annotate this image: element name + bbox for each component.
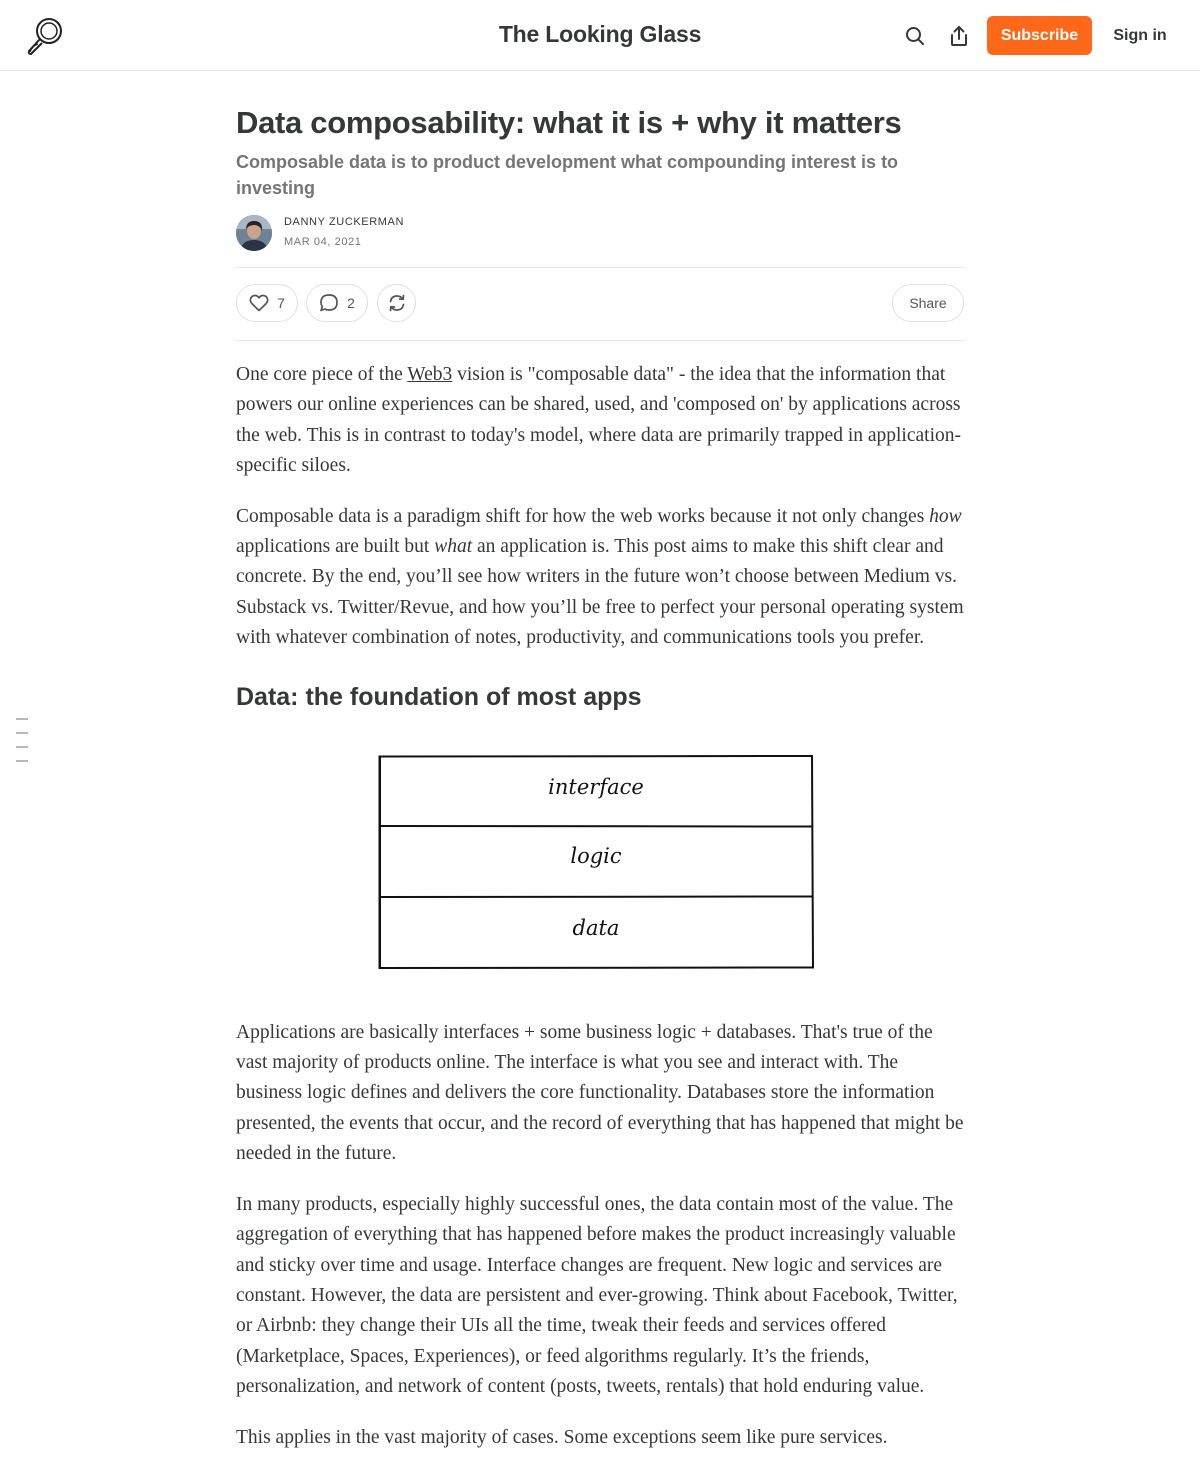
- sign-in-button[interactable]: Sign in: [1113, 26, 1167, 44]
- like-button[interactable]: [236, 284, 298, 322]
- toc-item[interactable]: [16, 718, 28, 720]
- diagram-label-logic: logic: [570, 843, 622, 868]
- comment-button[interactable]: [306, 284, 368, 322]
- toc-item[interactable]: [16, 732, 28, 734]
- subscribe-button[interactable]: Subscribe: [987, 16, 1092, 55]
- top-navigation-bar: [0, 0, 1200, 71]
- paragraph: [236, 360, 964, 482]
- byline: [236, 215, 964, 255]
- author-avatar[interactable]: [236, 215, 272, 251]
- article: [236, 100, 964, 1453]
- app-layers-diagram[interactable]: [378, 755, 814, 969]
- diagram-label-data: data: [572, 915, 620, 940]
- paragraph: This applies in the vast majority of cases. Some exceptions seem like pure services.: [236, 1426, 888, 1448]
- table-of-contents-indicator[interactable]: [16, 718, 30, 774]
- restack-button[interactable]: [377, 284, 416, 322]
- emphasis-text: what: [434, 536, 473, 558]
- paragraph: [236, 502, 964, 654]
- paragraph-text: an application is. This post aims to make this shift clear and concrete. By the end, you’ll see how writers in the future won’t choose between Medium vs. Substack vs. Twitter/Revue, and how you’ll be free to perfect your personal operating system with whatever combination of notes, productivity, and communications tools you prefer.: [236, 536, 964, 649]
- paragraph-text: Composable data is a paradigm shift for how the web works because it not only changes: [236, 505, 930, 527]
- web3-link[interactable]: Web3: [407, 364, 453, 385]
- post-title: Data composability: what it is + why it matters: [236, 105, 902, 140]
- toc-item[interactable]: [16, 746, 28, 748]
- divider: [236, 340, 964, 341]
- paragraph: Applications are basically interfaces + some business logic + databases. That's true of the vast majority of products online. The interface is what you see and interact with. The business logic defines and delivers the core functionality. Databases store the information presented, the events that occur, and the record of everything that has happened that might be needed in the future.: [236, 1021, 964, 1165]
- restack-icon: [387, 293, 407, 313]
- search-icon[interactable]: [903, 24, 927, 48]
- diagram-label-interface: interface: [548, 774, 644, 799]
- paragraph-text: applications are built but: [236, 536, 435, 558]
- toc-item[interactable]: [16, 760, 28, 762]
- paragraph-text: vision is "composable data" - the idea that the information that powers our online experiences can be shared, used, and 'composed on' by applications across the web. This is in contrast to today's model, where data are primarily trapped in application-specific siloes.: [236, 364, 961, 477]
- comment-icon: [319, 293, 339, 313]
- publication-title[interactable]: The Looking Glass: [498, 21, 702, 47]
- post-date: MAR 04, 2021: [284, 236, 362, 248]
- share-icon[interactable]: [947, 24, 971, 48]
- share-button[interactable]: Share: [892, 284, 964, 322]
- heart-icon: [249, 294, 269, 312]
- author-name[interactable]: DANNY ZUCKERMAN: [284, 216, 405, 228]
- like-count: 7: [277, 295, 285, 311]
- post-actions-bar: [236, 268, 964, 340]
- paragraph: In many products, especially highly successful ones, the data contain most of the value. The aggregation of everything that has happened before makes the product increasingly valuable and sticky over time and usage. Interface changes are frequent. New logic and services are constant. However, the data are persistent and ever-growing. Think about Facebook, Twitter, or Airbnb: they change their UIs all the time, tweak their feeds and services offered (Marketplace, Spaces, Experiences), or feed algorithms regularly. It’s the friends, personalization, and network of content (posts, tweets, rentals) that hold enduring value.: [236, 1193, 958, 1398]
- paragraph-text: One core piece of the: [236, 364, 408, 385]
- post-subtitle: Composable data is to product development what compounding interest is to investing: [236, 152, 899, 198]
- section-heading: Data: the foundation of most apps: [236, 682, 642, 711]
- comment-count: 2: [347, 295, 355, 311]
- emphasis-text: how: [929, 505, 962, 527]
